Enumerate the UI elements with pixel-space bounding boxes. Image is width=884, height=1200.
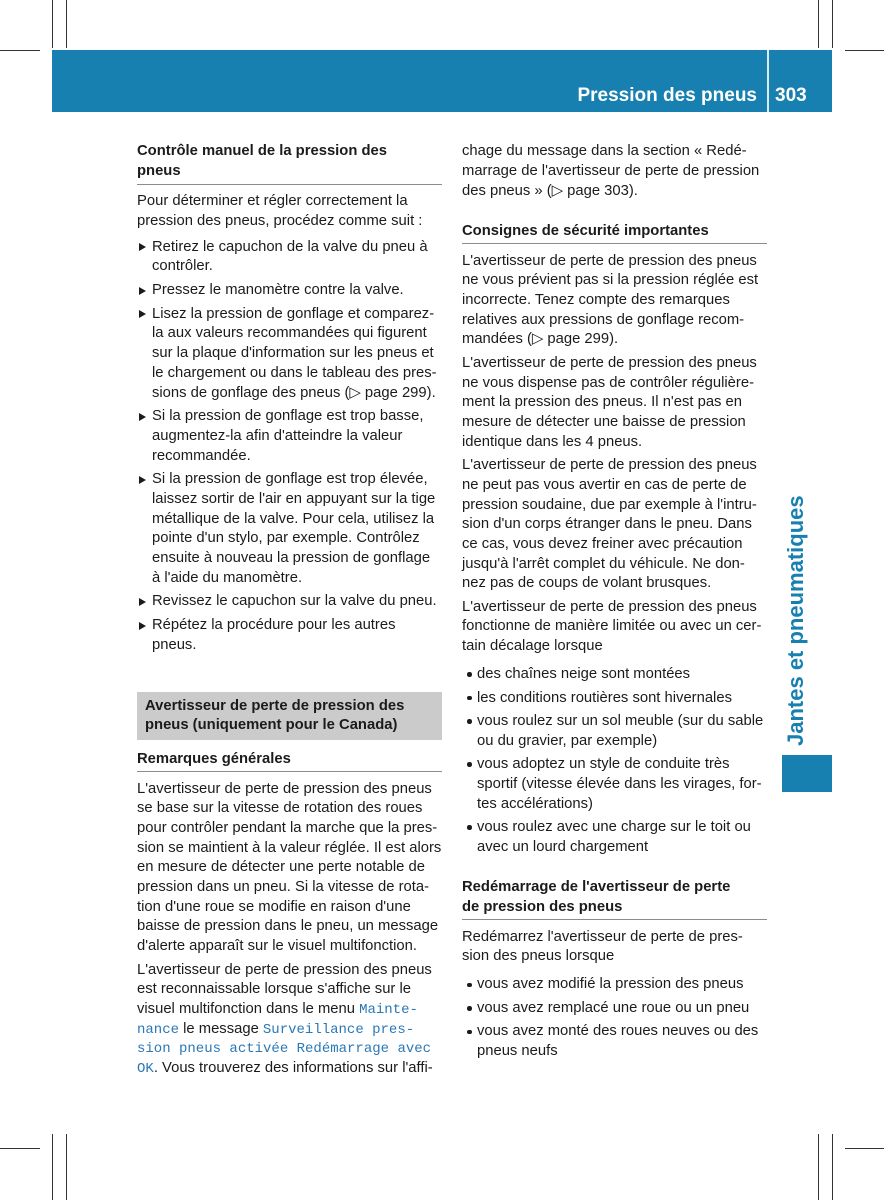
text-line: ce cas, vous devez freiner avec précaution (462, 535, 743, 552)
bullet-item (462, 665, 767, 685)
text-line: Consignes de sécurité importantes (462, 222, 709, 239)
text-line: L'avertisseur de perte de pression des pneus (137, 961, 432, 978)
text-line: sportif (vitesse élevée dans les virages, for- (477, 775, 762, 792)
instruction-step (137, 470, 442, 588)
text-line: augmentez-la afin d'atteindre la valeur (152, 427, 403, 444)
section-heading (137, 142, 442, 184)
text-line: Pressez le manomètre contre la valve. (152, 282, 404, 299)
step-arrow-icon (139, 598, 146, 606)
text-line: sion se maintient à la valeur réglée. Il est alors (137, 839, 442, 856)
bullet-item (462, 999, 767, 1019)
text-line: vous roulez sur un sol meuble (sur du sable (477, 713, 764, 730)
bullet-item (462, 712, 767, 751)
text-line: pression des pneus, procédez comme suit : (137, 212, 423, 229)
text-line: métallique de la valve. Pour cela, utilisez la (152, 510, 435, 527)
bullet-text (477, 975, 767, 995)
left-column (137, 142, 442, 1082)
text-line: des pneus » (▷ page 303). (462, 182, 638, 199)
text-line: Lisez la pression de gonflage et comparez- (152, 305, 435, 322)
step-text (152, 407, 442, 466)
text-line (137, 1000, 442, 1020)
text-line: identique dans les 4 pneus. (462, 433, 643, 450)
text-line: Retirez le capuchon de la valve du pneu à (152, 238, 428, 255)
paragraph (137, 780, 442, 957)
step-text (152, 470, 442, 588)
text-line (137, 1059, 442, 1079)
paragraph (137, 961, 442, 1079)
bullet-text (477, 818, 767, 857)
text-line: de pression des pneus (462, 898, 623, 915)
text-line: mesure de détecter une baisse de pression (462, 413, 746, 430)
crop-mark (66, 1134, 67, 1200)
text-line: chage du message dans la section « Redé- (462, 143, 747, 160)
display-message-text: Mainte- (359, 1001, 418, 1018)
step-arrow-icon (139, 622, 146, 630)
step-arrow-icon (139, 310, 146, 318)
text-line: Remarques générales (137, 750, 291, 767)
step-arrow-icon (139, 476, 146, 484)
text-line (137, 1020, 442, 1040)
text-line: ou du gravier, par exemple) (477, 732, 658, 749)
text-line: sion des pneus lorsque (462, 948, 615, 965)
crop-mark (52, 0, 53, 48)
section-heading (462, 878, 767, 920)
instruction-step (137, 407, 442, 466)
text-line: marrage de l'avertisseur de perte de pression (462, 162, 760, 179)
display-message-text: nance (137, 1021, 180, 1038)
text-line: ne vous prévient pas si la pression réglée est (462, 272, 759, 289)
instruction-step (137, 305, 442, 403)
step-arrow-icon (139, 413, 146, 421)
text-line: pression soudaine, due par exemple à l'intru- (462, 496, 757, 513)
text-line: laissez sortir de l'air en appuyant sur la tige (152, 490, 436, 507)
crop-mark (832, 1134, 833, 1200)
page-number: 303 (775, 85, 807, 106)
header-divider (767, 50, 769, 112)
bullet-text (477, 665, 767, 685)
bullet-item (462, 818, 767, 857)
bullet-item (462, 975, 767, 995)
text-line: tion d'une roue se modifie en raison d'une (137, 898, 411, 915)
text-line: avec un lourd chargement (477, 838, 649, 855)
text-line: pression dans un pneu. Si la vitesse de rota- (137, 879, 430, 896)
text-line: vous avez monté des roues neuves ou des (477, 1023, 759, 1040)
text-line: vous avez remplacé une roue ou un pneu (477, 999, 750, 1016)
bullet-text (477, 999, 767, 1019)
bullet-text (477, 755, 767, 814)
text-line: tes accélérations) (477, 795, 593, 812)
text-line: Redémarrage de l'avertisseur de perte (462, 879, 731, 895)
text-line: Pour déterminer et régler correctement la (137, 192, 408, 209)
display-message-text: OK (137, 1061, 154, 1077)
text-line: ne vous dispense pas de contrôler régulière- (462, 374, 755, 391)
instruction-steps (137, 238, 442, 656)
text-line: pneus. (152, 636, 197, 653)
bullet-text (477, 689, 767, 709)
bullet-text (477, 712, 767, 751)
text-line: fonctionne de manière limitée ou avec un cer- (462, 618, 762, 635)
text-line: pneus (137, 162, 181, 179)
text-line: ensuite à nouveau la pression de gonflage (152, 550, 431, 566)
text-line: des chaînes neige sont montées (477, 666, 691, 683)
bullet-icon (467, 825, 472, 830)
crop-mark (818, 0, 819, 48)
paragraph (462, 598, 767, 657)
text-line: pour contrôler pendant la marche que la pres- (137, 819, 438, 836)
text-run: . Vous trouverez des informations sur l'affi- (153, 1060, 433, 1076)
instruction-step (137, 616, 442, 655)
step-text (152, 305, 442, 403)
text-line: sur la plaque d'information sur les pneus et (152, 345, 434, 362)
text-line: Avertisseur de perte de pression des (145, 697, 405, 714)
paragraph (462, 354, 767, 452)
crop-mark (52, 1134, 53, 1200)
text-line: incorrecte. Tenez compte des remarques (462, 292, 730, 309)
paragraph (462, 252, 767, 350)
paragraph (462, 456, 767, 594)
crop-mark (832, 0, 833, 48)
display-message-text: Surveillance pres- (262, 1021, 415, 1038)
text-line: pointe d'un stylo, par exemple. Contrôlez (152, 530, 420, 547)
instruction-step (137, 238, 442, 277)
header-bar (52, 50, 832, 112)
bullet-list (462, 665, 767, 857)
section-heading (137, 750, 442, 773)
text-line: recommandée. (152, 447, 251, 464)
text-line: Répétez la procédure pour les autres (152, 617, 396, 634)
crop-mark (66, 0, 67, 48)
text-line: Revissez le capuchon sur la valve du pneu. (152, 593, 437, 610)
text-line: contrôler. (152, 258, 213, 275)
text-run: visuel multifonction dans le menu (137, 1000, 360, 1017)
text-line: est reconnaissable lorsque s'affiche sur le (137, 981, 411, 998)
bullet-icon (467, 983, 472, 988)
paragraph (137, 192, 442, 231)
text-line: L'avertisseur de perte de pression des pneus (462, 598, 757, 615)
crop-mark (0, 1148, 40, 1149)
step-arrow-icon (139, 243, 146, 251)
bullet-icon (467, 719, 472, 724)
bullet-item (462, 755, 767, 814)
paragraph (462, 142, 767, 201)
text-line: nez pas de coups de volant brusques. (462, 575, 712, 592)
bullet-icon (467, 672, 472, 677)
step-text (152, 592, 442, 612)
text-line: mandées (▷ page 299). (462, 331, 619, 348)
text-line: sion d'un corps étranger dans le pneu. Dans (462, 516, 752, 533)
text-line: L'avertisseur de perte de pression des pneus (462, 354, 757, 371)
text-line: ment la pression des pneus. Il n'est pas en (462, 394, 743, 411)
text-line: Redémarrez l'avertisseur de perte de pres- (462, 928, 743, 945)
bullet-text (477, 1022, 767, 1061)
text-line: Si la pression de gonflage est trop basse, (152, 408, 424, 425)
text-line: vous roulez avec une charge sur le toit ou (477, 819, 751, 836)
paragraph (462, 928, 767, 967)
crop-mark (0, 50, 40, 51)
text-line: ne peut pas vous avertir en cas de perte de (462, 476, 747, 493)
step-text (152, 281, 442, 301)
section-title-box (137, 692, 442, 740)
text-line: pneus (uniquement pour le Canada) (145, 717, 398, 734)
text-line: se base sur la vitesse de rotation des roues (137, 800, 423, 817)
side-tab-label: Jantes et pneumatiques (783, 495, 808, 746)
text-line: vous avez modifié la pression des pneus (477, 976, 744, 993)
bullet-list (462, 975, 767, 1061)
text-line: L'avertisseur de perte de pression des pneus (462, 252, 757, 269)
crop-mark (845, 50, 884, 51)
bullet-item (462, 689, 767, 709)
section-heading (462, 222, 767, 245)
text-line (137, 1039, 442, 1059)
bullet-icon (467, 696, 472, 701)
text-line: baisse de pression dans le pneu, un message (137, 918, 439, 935)
step-arrow-icon (139, 287, 146, 295)
text-line: les conditions routières sont hivernales (477, 689, 732, 706)
text-line: L'avertisseur de perte de pression des pneus (137, 780, 432, 797)
bullet-icon (467, 1030, 472, 1035)
text-line: sions de gonflage des pneus (▷ page 299). (152, 384, 436, 401)
right-column (462, 142, 767, 1065)
bullet-item (462, 1022, 767, 1061)
crop-mark (845, 1148, 884, 1149)
crop-mark (818, 1134, 819, 1200)
text-line: jusqu'à l'arrêt complet du véhicule. Ne don- (462, 555, 745, 572)
text-line: à l'aide du manomètre. (152, 569, 303, 586)
text-line: la aux valeurs recommandées qui figurent (152, 325, 427, 342)
text-line: L'avertisseur de perte de pression des pneus (462, 457, 757, 474)
text-line: Contrôle manuel de la pression des (137, 143, 387, 160)
text-line: d'alerte apparaît sur le visuel multifonction. (137, 938, 417, 955)
text-line: pneus neufs (477, 1043, 558, 1059)
text-line: tain décalage lorsque (462, 638, 603, 655)
text-line: relatives aux pressions de gonflage recom- (462, 311, 745, 328)
text-line: vous adoptez un style de conduite très (477, 756, 730, 773)
text-line: le chargement ou dans le tableau des pres- (152, 364, 437, 381)
side-tab-marker (782, 755, 832, 792)
chapter-title: Pression des pneus (577, 85, 757, 106)
instruction-step (137, 592, 442, 612)
instruction-step (137, 281, 442, 301)
bullet-icon (467, 1006, 472, 1011)
step-text (152, 238, 442, 277)
step-text (152, 616, 442, 655)
display-message-text: sion pneus activée Redémarrage avec (137, 1041, 432, 1058)
text-line: Si la pression de gonflage est trop élevée, (152, 471, 428, 488)
text-line: en mesure de détecter une perte notable de (137, 859, 425, 876)
bullet-icon (467, 762, 472, 767)
text-run: le message (179, 1020, 263, 1037)
